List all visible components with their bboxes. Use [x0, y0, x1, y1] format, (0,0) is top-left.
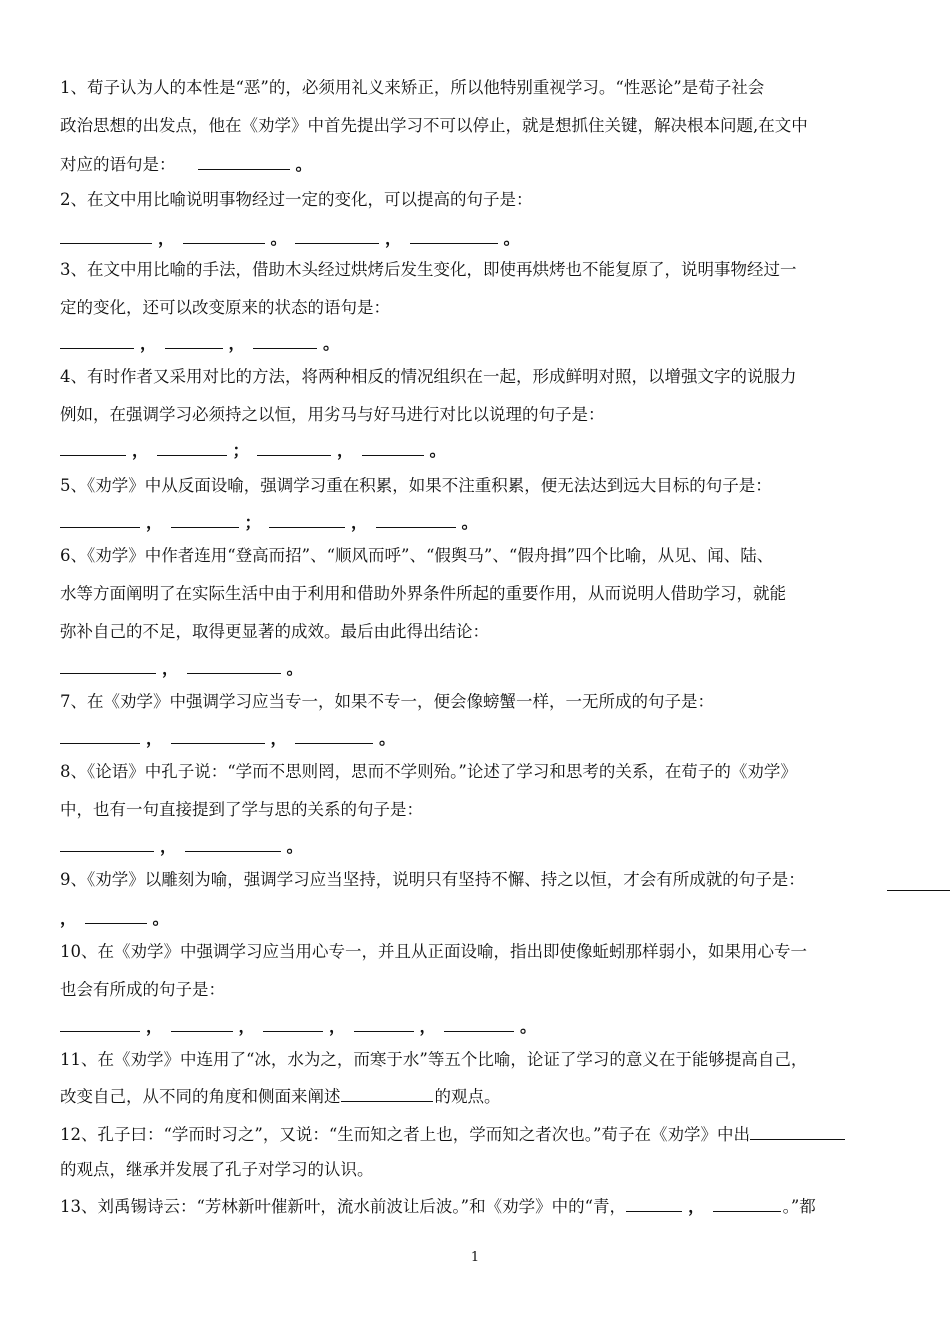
punctuation: ， [385, 229, 402, 248]
q1-line2: 政治思想的出发点，他在《劝学》中首先提出学习不可以停止，就是想抓住关键，解决根本问题,在文中 [60, 116, 808, 135]
punctuation: 。 [461, 513, 478, 532]
q6-line2: 水等方面阐明了在实际生活中由于利用和借助外界条件所起的重要作用，从而说明人借助学习，就能 [60, 584, 786, 603]
q7-line1: 7、在《劝学》中强调学习应当专一，如果不专一，便会像螃蟹一样，一无所成的句子是： [60, 692, 714, 711]
punctuation: 。 [295, 155, 312, 174]
answer-blank[interactable] [185, 836, 281, 852]
punctuation: ； [232, 441, 249, 460]
punctuation: ， [228, 334, 245, 353]
punctuation: 。 [520, 1017, 537, 1036]
q10-line2: 也会有所成的句子是： [60, 980, 225, 999]
q2-line1: 2、在文中用比喻说明事物经过一定的变化，可以提高的句子是： [60, 190, 533, 209]
answer-blank[interactable] [354, 1016, 414, 1032]
punctuation: ， [351, 513, 368, 532]
answer-blank[interactable] [157, 440, 227, 456]
q6-answer-row [60, 658, 311, 679]
answer-blank[interactable] [626, 1196, 682, 1212]
answer-blank[interactable] [85, 908, 147, 924]
q9-line1 [60, 870, 805, 890]
answer-blank[interactable] [171, 728, 265, 744]
q9-prompt: 9、《劝学》以雕刻为喻，强调学习应当坚持，说明只有坚持不懈、持之以恒，才会有所成就的句子是： [60, 870, 805, 889]
punctuation: 。 [429, 441, 446, 460]
q12-prompt: 12、孔子曰：“学而时习之”，又说：“生而知之者上也，学而知之者次也。”荀子在《劝学》中出 [60, 1125, 750, 1144]
q6-line3: 弥补自己的不足，取得更显著的成效。最后由此得出结论： [60, 622, 489, 641]
q8-line2: 中，也有一句直接提到了学与思的关系的句子是： [60, 800, 423, 819]
q11-line1: 11、在《劝学》中连用了“冰，水为之，而寒于水”等五个比喻，论证了学习的意义在于能够提高自己， [60, 1050, 808, 1069]
punctuation: ， [238, 1017, 255, 1036]
punctuation: ， [419, 1017, 436, 1036]
q12-line1 [60, 1124, 847, 1145]
punctuation: 。 [286, 837, 303, 856]
punctuation: 。 [152, 909, 169, 928]
q3-line1: 3、在文中用比喻的手法，借助木头经过烘烤后发生变化，即使再烘烤也不能复原了，说明事物经过一 [60, 260, 797, 279]
answer-blank[interactable] [713, 1196, 781, 1212]
punctuation: ， [270, 729, 287, 748]
q6-line1: 6、《劝学》中作者连用“登高而招”、“顺风而呼”、“假舆马”、“假舟揖”四个比喻，从见、闻、陆、 [60, 546, 774, 565]
q1-line3 [60, 154, 320, 175]
answer-blank[interactable] [60, 836, 154, 852]
punctuation: 。 [379, 729, 396, 748]
q2-answer-row [60, 228, 528, 249]
answer-blank[interactable] [410, 228, 498, 244]
punctuation: ， [146, 729, 163, 748]
answer-blank[interactable] [341, 1086, 433, 1102]
punctuation: ， [162, 659, 179, 678]
q3-line2: 定的变化，还可以改变原来的状态的语句是： [60, 298, 390, 317]
q11-line2 [60, 1086, 501, 1107]
answer-blank[interactable] [60, 1016, 140, 1032]
answer-blank[interactable] [187, 658, 281, 674]
q10-answer-row [60, 1016, 545, 1037]
q5-line1: 5、《劝学》中从反面设喻，强调学习重在积累，如果不注重积累，便无法达到远大目标的句子是： [60, 476, 772, 495]
punctuation: 。 [323, 334, 340, 353]
q12-line2: 的观点，继承并发展了孔子对学习的认识。 [60, 1160, 374, 1179]
punctuation: ， [60, 909, 77, 928]
answer-blank[interactable] [750, 1124, 845, 1140]
q13-prompt-end: 。”都 [782, 1197, 816, 1216]
answer-blank[interactable] [183, 228, 265, 244]
q11-prompt: 改变自己，从不同的角度和侧面来阐述 [60, 1087, 341, 1106]
q4-line2: 例如，在强调学习必须持之以恒，用劣马与好马进行对比以说理的句子是： [60, 405, 605, 424]
punctuation: ， [160, 837, 177, 856]
punctuation: ， [140, 334, 157, 353]
answer-blank[interactable] [171, 1016, 233, 1032]
punctuation: ， [158, 229, 175, 248]
punctuation: 。 [503, 229, 520, 248]
answer-blank[interactable] [60, 228, 152, 244]
punctuation: ， [146, 513, 163, 532]
q4-answer-row [60, 440, 454, 461]
q10-line1: 10、在《劝学》中强调学习应当用心专一，并且从正面设喻，指出即使像蚯蚓那样弱小，如果用心专一 [60, 942, 807, 961]
answer-blank[interactable] [376, 512, 456, 528]
answer-blank[interactable] [165, 333, 223, 349]
q13-prompt: 13、刘禹锡诗云：“芳林新叶催新叶，流水前波让后波。”和《劝学》中的“青， [60, 1197, 627, 1216]
q8-line1: 8、《论语》中孔子说：“学而不思则罔，思而不学则殆。”论述了学习和思考的关系，在荀子的《劝学》 [60, 762, 797, 781]
q1-prompt: 对应的语句是： [60, 155, 176, 174]
answer-blank[interactable] [253, 333, 317, 349]
q7-answer-row [60, 728, 404, 749]
punctuation: ， [688, 1197, 705, 1216]
q11-prompt-end: 的观点。 [434, 1087, 501, 1106]
page-number: 1 [470, 1250, 480, 1265]
punctuation: ， [146, 1017, 163, 1036]
punctuation: ， [132, 441, 149, 460]
q1-line1: 1、荀子认为人的本性是“恶”的，必须用礼义来矫正，所以他特别重视学习。“性恶论”是荀子社会 [60, 78, 765, 97]
answer-blank[interactable] [257, 440, 331, 456]
punctuation: ； [244, 513, 261, 532]
punctuation: ， [337, 441, 354, 460]
answer-blank[interactable] [171, 512, 239, 528]
answer-blank[interactable] [887, 875, 950, 891]
q4-line1: 4、有时作者又采用对比的方法，将两种相反的情况组织在一起，形成鲜明对照，以增强文字的说服力 [60, 367, 797, 386]
answer-blank[interactable] [198, 154, 290, 170]
q9-answer-row [60, 908, 177, 929]
answer-blank[interactable] [295, 728, 373, 744]
q13-line1 [60, 1196, 816, 1217]
punctuation: ， [329, 1017, 346, 1036]
answer-blank[interactable] [269, 512, 345, 528]
answer-blank[interactable] [60, 728, 140, 744]
q5-answer-row [60, 512, 486, 533]
punctuation: 。 [270, 229, 287, 248]
answer-blank[interactable] [444, 1016, 514, 1032]
punctuation: 。 [286, 659, 303, 678]
answer-blank[interactable] [263, 1016, 323, 1032]
answer-blank[interactable] [60, 658, 156, 674]
q8-answer-row [60, 836, 311, 857]
answer-blank[interactable] [60, 333, 134, 349]
answer-blank[interactable] [362, 440, 424, 456]
answer-blank[interactable] [60, 512, 140, 528]
answer-blank[interactable] [295, 228, 379, 244]
answer-blank[interactable] [60, 440, 126, 456]
q3-answer-row [60, 333, 348, 354]
